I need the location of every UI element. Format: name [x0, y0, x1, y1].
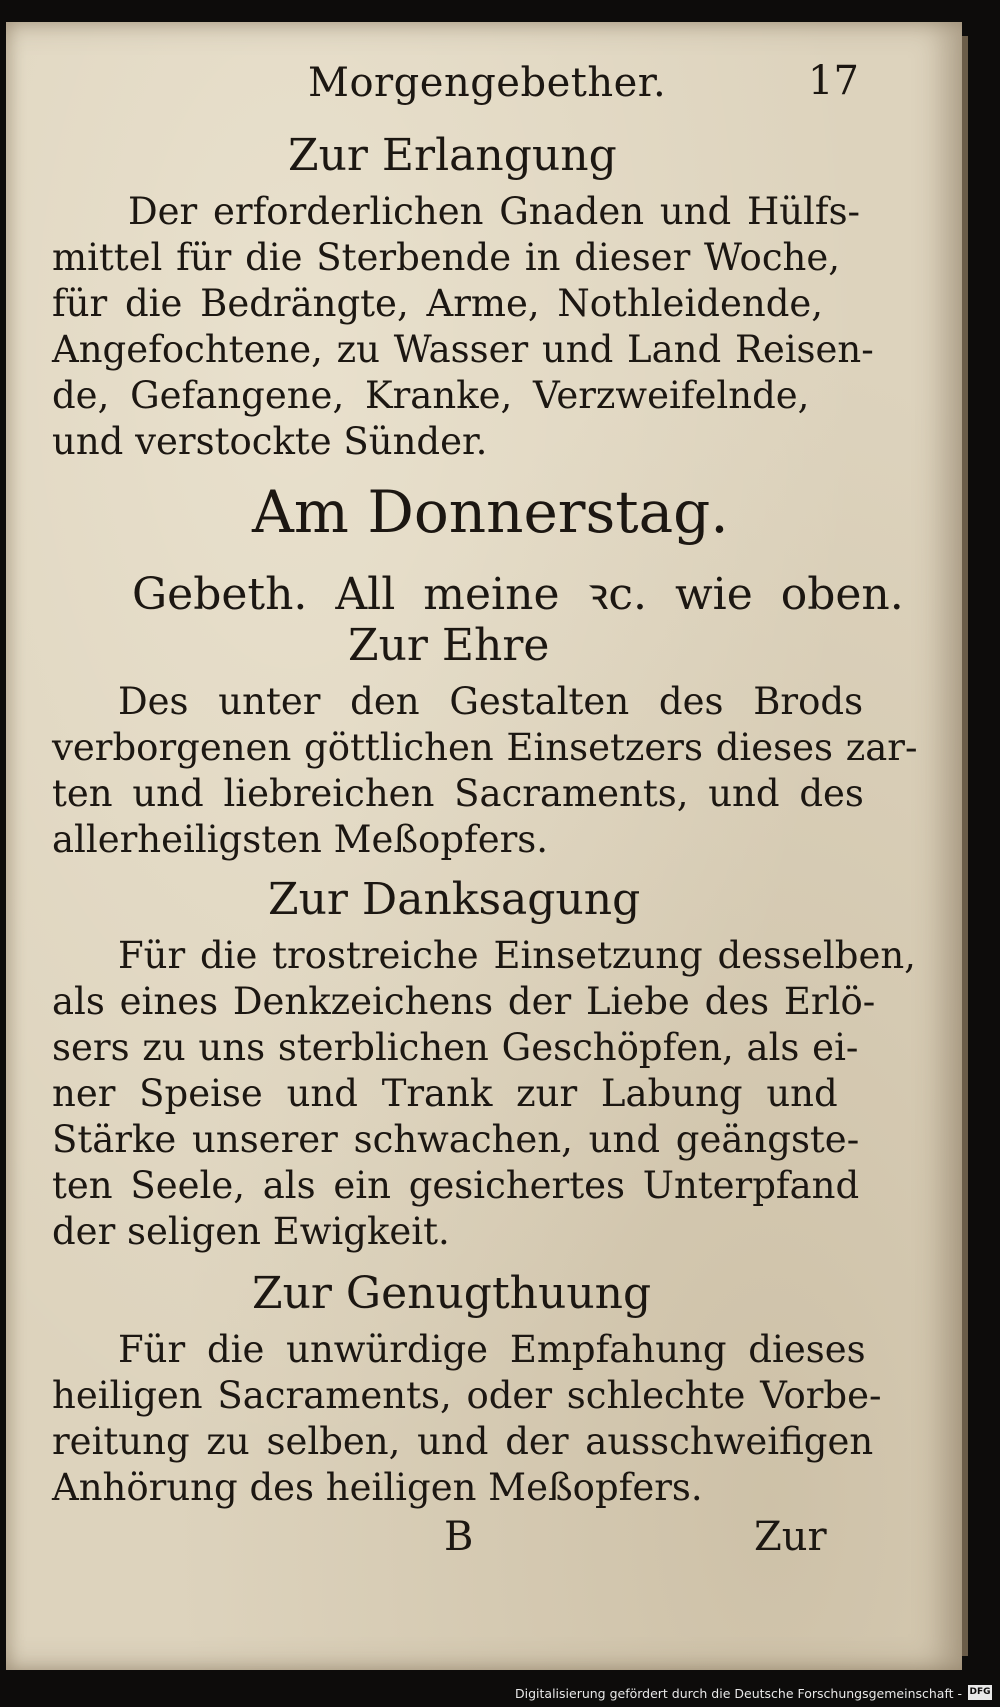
text-line: Angefochtene, zu Wasser und Land Reisen- — [52, 328, 874, 371]
prayer-line: Gebeth. All meine ꝛc. wie oben. — [132, 569, 904, 620]
text-line: heiligen Sacraments, oder schlechte Vorbe- — [52, 1374, 882, 1417]
running-head: Morgengebether. — [308, 60, 667, 106]
page-edge — [962, 36, 968, 1656]
text-line: Der erforderlichen Gnaden und Hülfs- — [128, 190, 861, 233]
section-heading-danksagung: Zur Danksagung — [268, 874, 641, 925]
signature-mark: B — [444, 1514, 474, 1560]
text-line: für die Bedrängte, Arme, Nothleidende, — [52, 282, 824, 325]
text-line: als eines Denkzeichens der Liebe des Erlö- — [52, 980, 876, 1023]
text-line: reitung zu selben, und der ausschweifigen — [52, 1420, 874, 1463]
dfg-logo: DFG — [968, 1685, 992, 1700]
text-line: sers zu uns sterblichen Geschöpfen, als ei- — [52, 1026, 859, 1069]
text-line: Des unter den Gestalten des Brods — [118, 680, 864, 723]
text-line: und verstockte Sünder. — [52, 420, 488, 463]
text-line: Stärke unserer schwachen, und geängste- — [52, 1118, 860, 1161]
digitization-credit: Digitalisierung gefördert durch die Deutsche Forschungsgemeinschaft - — [515, 1686, 963, 1701]
text-line: ten und liebreichen Sacraments, und des — [52, 772, 864, 815]
page-number: 17 — [808, 58, 859, 104]
section-heading-ehre: Zur Ehre — [348, 620, 550, 671]
text-line: ner Speise und Trank zur Labung und — [52, 1072, 838, 1115]
section-heading-erlangung: Zur Erlangung — [288, 130, 617, 181]
text-line: allerheiligsten Meßopfers. — [52, 818, 549, 861]
text-line: mittel für die Sterbende in dieser Woche, — [52, 236, 841, 279]
text-line: verborgenen göttlichen Einsetzers dieses zar- — [52, 726, 918, 769]
section-heading-genugthuung: Zur Genugthuung — [252, 1268, 652, 1319]
text-line: Für die unwürdige Empfahung dieses — [118, 1328, 866, 1371]
text-line: ten Seele, als ein gesichertes Unterpfand — [52, 1164, 860, 1207]
catchword: Zur — [754, 1514, 827, 1560]
text-line: Für die trostreiche Einsetzung desselben, — [118, 934, 916, 977]
text-line: Anhörung des heiligen Meßopfers. — [52, 1466, 703, 1509]
text-line: de, Gefangene, Kranke, Verzweifelnde, — [52, 374, 810, 417]
day-heading: Am Donnerstag. — [252, 478, 729, 546]
text-line: der seligen Ewigkeit. — [52, 1210, 450, 1253]
